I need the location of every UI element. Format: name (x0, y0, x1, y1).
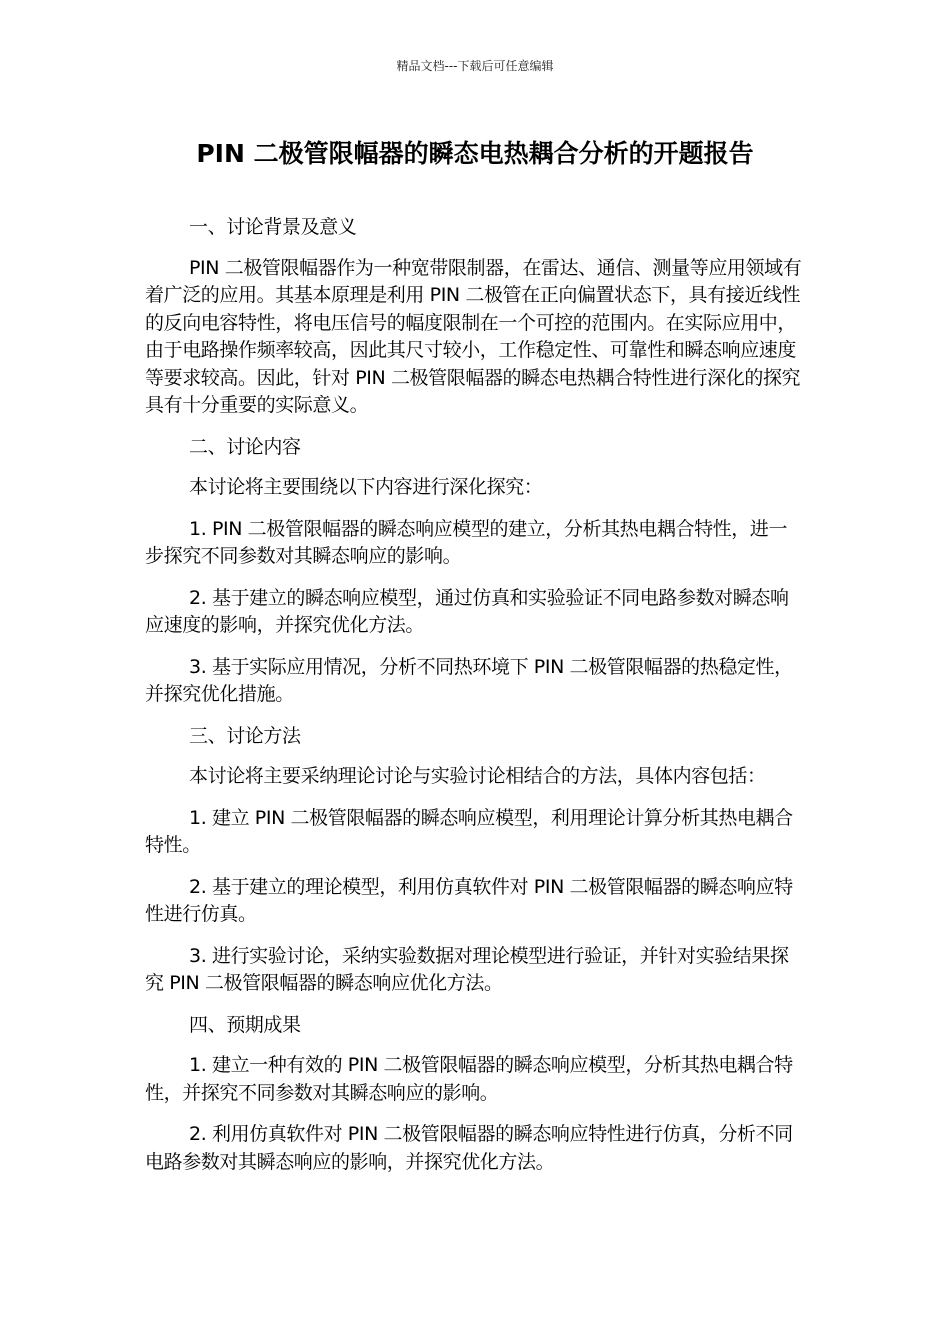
list-item-content-3: 3. 基于实际应用情况，分析不同热环境下 PIN 二极管限幅器的热稳定性，并探究优化措施。 (145, 655, 793, 705)
list-item-method-2: 2. 基于建立的理论模型，利用仿真软件对 PIN 二极管限幅器的瞬态响应特性进行仿真。 (145, 875, 793, 925)
paragraph-content-intro: 本讨论将主要围绕以下内容进行深化探究： (189, 476, 543, 498)
paragraph-background: PIN 二极管限幅器作为一种宽带限制器，在雷达、通信、测量等应用领域有着广泛的应用。其基本原理是利用 PIN 二极管在正向偏置状态下，具有接近线性的反向电容特性，将电压信号的幅度限制在一个可控的范围内。在实际应用中，由于电路操作频率较高，因此其尺寸较小，工作稳定性、可靠性和瞬态响应速度等要求较高。因此，针对 PIN 二极管限幅器的瞬态电热耦合特性进行深化的探究具有十分重要的实际意义。 (145, 256, 802, 416)
section-heading-method: 三、讨论方法 (189, 724, 301, 747)
list-item-results-1: 1. 建立一种有效的 PIN 二极管限幅器的瞬态响应模型，分析其热电耦合特性，并探究不同参数对其瞬态响应的影响。 (145, 1054, 793, 1104)
list-item-content-2: 2. 基于建立的瞬态响应模型，通过仿真和实验验证不同电路参数对瞬态响应速度的影响，并探究优化方法。 (145, 586, 789, 636)
list-item-content-1: 1. PIN 二极管限幅器的瞬态响应模型的建立，分析其热电耦合特性，进一步探究不同参数对其瞬态响应的影响。 (145, 517, 788, 567)
document-body (145, 214, 805, 1190)
section-heading-background: 一、讨论背景及意义 (189, 216, 357, 238)
list-item-results-2: 2. 利用仿真软件对 PIN 二极管限幅器的瞬态响应特性进行仿真，分析不同电路参数对其瞬态响应的影响，并探究优化方法。 (145, 1123, 793, 1173)
section-heading-content: 二、讨论内容 (189, 435, 301, 458)
paragraph-method-intro: 本讨论将主要采纳理论讨论与实验讨论相结合的方法，具体内容包括： (189, 765, 766, 787)
header-note: 精品文档---下载后可任意编辑 (396, 59, 554, 73)
list-item-method-1: 1. 建立 PIN 二极管限幅器的瞬态响应模型，利用理论计算分析其热电耦合特性。 (145, 806, 793, 856)
section-heading-results: 四、预期成果 (189, 1013, 301, 1036)
document-title: PIN 二极管限幅器的瞬态电热耦合分析的开题报告 (196, 139, 754, 168)
list-item-method-3: 3. 进行实验讨论，采纳实验数据对理论模型进行验证，并针对实验结果探究 PIN 二极管限幅器的瞬态响应优化方法。 (145, 944, 789, 994)
